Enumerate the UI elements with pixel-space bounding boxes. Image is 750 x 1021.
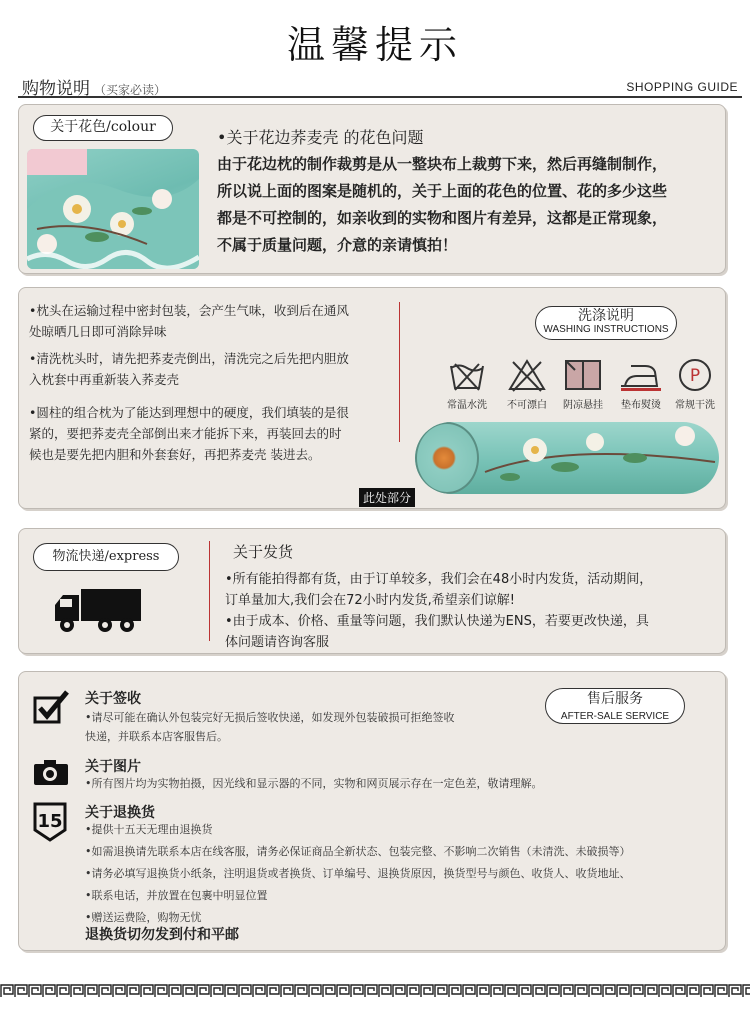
wash-bullet-bolster: •圆柱的组合枕为了能达到理想中的硬度，我们填装的是很 紧的，要把荞麦壳全部倒出来才能拆下来，再装回去的时 候也是要先把内胆和外套套好，再把荞麦壳 装进去。 bbox=[29, 405, 349, 462]
wash-bullet-clean: •清洗枕头时，请先把荞麦壳倒出，清洗完之后先把内胆放 入枕套中再重新装入荞麦壳 bbox=[29, 351, 349, 387]
sign-heading: 关于签收 bbox=[85, 691, 141, 707]
washing-icons bbox=[427, 358, 717, 418]
part-tag: 此处部分 bbox=[359, 488, 415, 507]
washing-pill: 洗涤说明 WASHING INSTRUCTIONS bbox=[535, 306, 677, 340]
shipping-bullet-courier: •由于成本、价格、重量等问题，我们默认快递为ENS，若要更改快递，具 体问题请咨询客服 bbox=[225, 614, 649, 650]
pillow-photo bbox=[27, 149, 199, 269]
fret-border bbox=[0, 984, 750, 998]
camera-icon bbox=[33, 758, 69, 786]
washing-panel bbox=[18, 287, 726, 509]
dry-clean-icon: P 常规干洗 bbox=[667, 358, 723, 411]
guide-title: 购物说明 （买家必读） bbox=[22, 79, 167, 99]
guide-title-en: SHOPPING GUIDE bbox=[626, 80, 738, 94]
express-panel bbox=[18, 528, 726, 654]
returns-text: •提供十五天无理由退换货 •如需退换请先联系本店在线客服，请务必保证商品全新状态、包装完整、不影响二次销售（未清洗、未破损等） •请务必填写退换货小纸条，注明退货或者换货、订单编号、退换货原因，换货型号与颜色、收货人、收货地址、 •联系电话，并放置在包裹中明显位置 •赠送运费险，购物无忧 bbox=[85, 823, 631, 924]
guide-subtitle: （买家必读） bbox=[94, 83, 167, 97]
aftersale-panel bbox=[18, 671, 726, 951]
photo-heading: 关于图片 bbox=[85, 759, 141, 775]
wash-bullet-odor: •枕头在运输过程中密封包装，会产生气味，收到后在通风 处晾晒几日即可消除异味 bbox=[29, 303, 349, 339]
flower-colour-panel bbox=[18, 104, 726, 274]
iron-cloth-icon: 垫布熨烫 bbox=[613, 358, 669, 411]
svg-text:15: 15 bbox=[37, 811, 63, 832]
aftersale-pill: 售后服务 AFTER-SALE SERVICE bbox=[545, 688, 685, 724]
returns-warning: 退换货切勿发到付和平邮 bbox=[85, 927, 239, 943]
shipping-heading: 关于发货 bbox=[233, 543, 294, 561]
svg-text:P: P bbox=[689, 366, 701, 386]
divider bbox=[399, 302, 400, 442]
photo-text: •所有图片均为实物拍摄，因光线和显示器的不同，实物和网页展示存在一定色差，敬请理解。 bbox=[85, 777, 543, 790]
express-pill: 物流快递/express bbox=[33, 543, 179, 571]
sign-text: •请尽可能在确认外包装完好无损后签收快递，如发现外包装破损可拒绝签收 快递，并联系本店客服售后。 bbox=[85, 711, 455, 743]
hand-wash-icon: 常温水洗 bbox=[439, 358, 495, 411]
bolster-photo bbox=[415, 422, 719, 494]
flower-heading: •关于花边荞麦壳 的花色问题 bbox=[217, 128, 424, 147]
truck-icon bbox=[53, 585, 143, 635]
returns-heading: 关于退换货 bbox=[85, 805, 155, 821]
page-title: 温馨提示 bbox=[286, 23, 463, 67]
fifteen-day-badge-icon bbox=[33, 802, 67, 842]
bolster-end-cap bbox=[415, 422, 479, 494]
flower-description: 由于花边枕的制作裁剪是从一整块布上裁剪下来，然后再缝制制作， 所以说上面的图案是随机的，关于上面的花色的位置、花的多少这些 都是不可控制的，如亲收到的实物和图片有差异，这都是正常现象， 不属于质量问题，介意的亲请慎拍！ bbox=[217, 155, 668, 254]
no-bleach-icon: 不可漂白 bbox=[499, 358, 555, 411]
divider bbox=[209, 541, 210, 641]
checkbox-icon bbox=[33, 690, 71, 724]
shade-dry-icon: 阴凉悬挂 bbox=[555, 358, 611, 411]
flower-colour-pill: 关于花色/colour bbox=[33, 115, 173, 141]
shopping-guide-header bbox=[18, 72, 742, 98]
shipping-bullet-stock: •所有能拍得都有货，由于订单较多，我们会在48小时内发货，活动期间， 订单量加大,我们会在72小时内发货,希望亲们谅解! bbox=[225, 572, 653, 608]
